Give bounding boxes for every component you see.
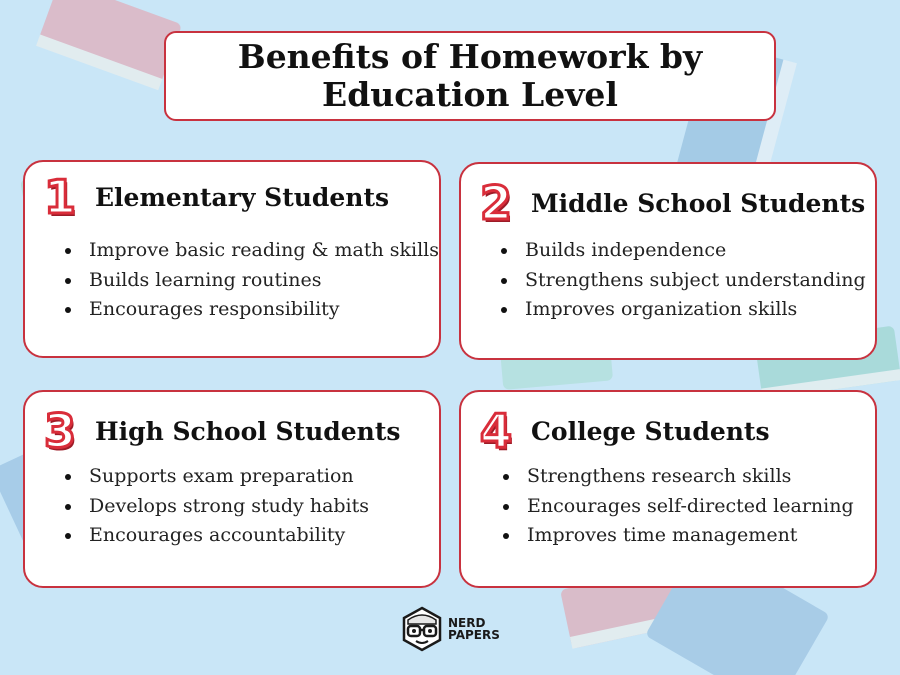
- list-item: • Encourages responsibility: [83, 295, 439, 325]
- card-title: Middle School Students: [531, 188, 866, 218]
- number-badge: 2: [479, 176, 512, 230]
- logo-wordmark: [448, 617, 500, 641]
- list-item: • Strengthens research skills: [521, 462, 854, 492]
- bullet-list: [67, 236, 439, 325]
- list-item: • Encourages accountability: [83, 521, 369, 551]
- list-item: • Improves time management: [521, 521, 854, 551]
- page-title: Benefits of Homework by Education Level: [237, 37, 703, 114]
- bullet-list: [505, 462, 854, 551]
- card-title: College Students: [531, 416, 770, 446]
- list-item: • Encourages self-directed learning: [521, 492, 854, 522]
- bullet-list: [67, 462, 369, 551]
- card-elementary: [23, 160, 441, 358]
- number-badge: 4: [479, 404, 512, 458]
- logo-line-2: PAPERS: [448, 628, 500, 642]
- bullet-list: [503, 236, 866, 325]
- list-item: • Strengthens subject understanding: [519, 266, 866, 296]
- title-box: [164, 31, 776, 121]
- number-badge: 3: [43, 404, 76, 458]
- list-item: • Supports exam preparation: [83, 462, 369, 492]
- list-item: • Builds learning routines: [83, 266, 439, 296]
- list-item: • Improve basic reading & math skills: [83, 236, 439, 266]
- card-high-school: [23, 390, 441, 588]
- list-item: • Builds independence: [519, 236, 866, 266]
- card-title: Elementary Students: [95, 182, 390, 212]
- number-badge: 1: [43, 170, 76, 224]
- list-item: • Improves organization skills: [519, 295, 866, 325]
- nerd-glasses-icon: [400, 606, 444, 652]
- nerd-papers-logo: [400, 606, 500, 652]
- card-college: [459, 390, 877, 588]
- card-title: High School Students: [95, 416, 401, 446]
- card-middle-school: [459, 162, 877, 360]
- list-item: • Develops strong study habits: [83, 492, 369, 522]
- logo-line-1: NERD: [448, 616, 486, 630]
